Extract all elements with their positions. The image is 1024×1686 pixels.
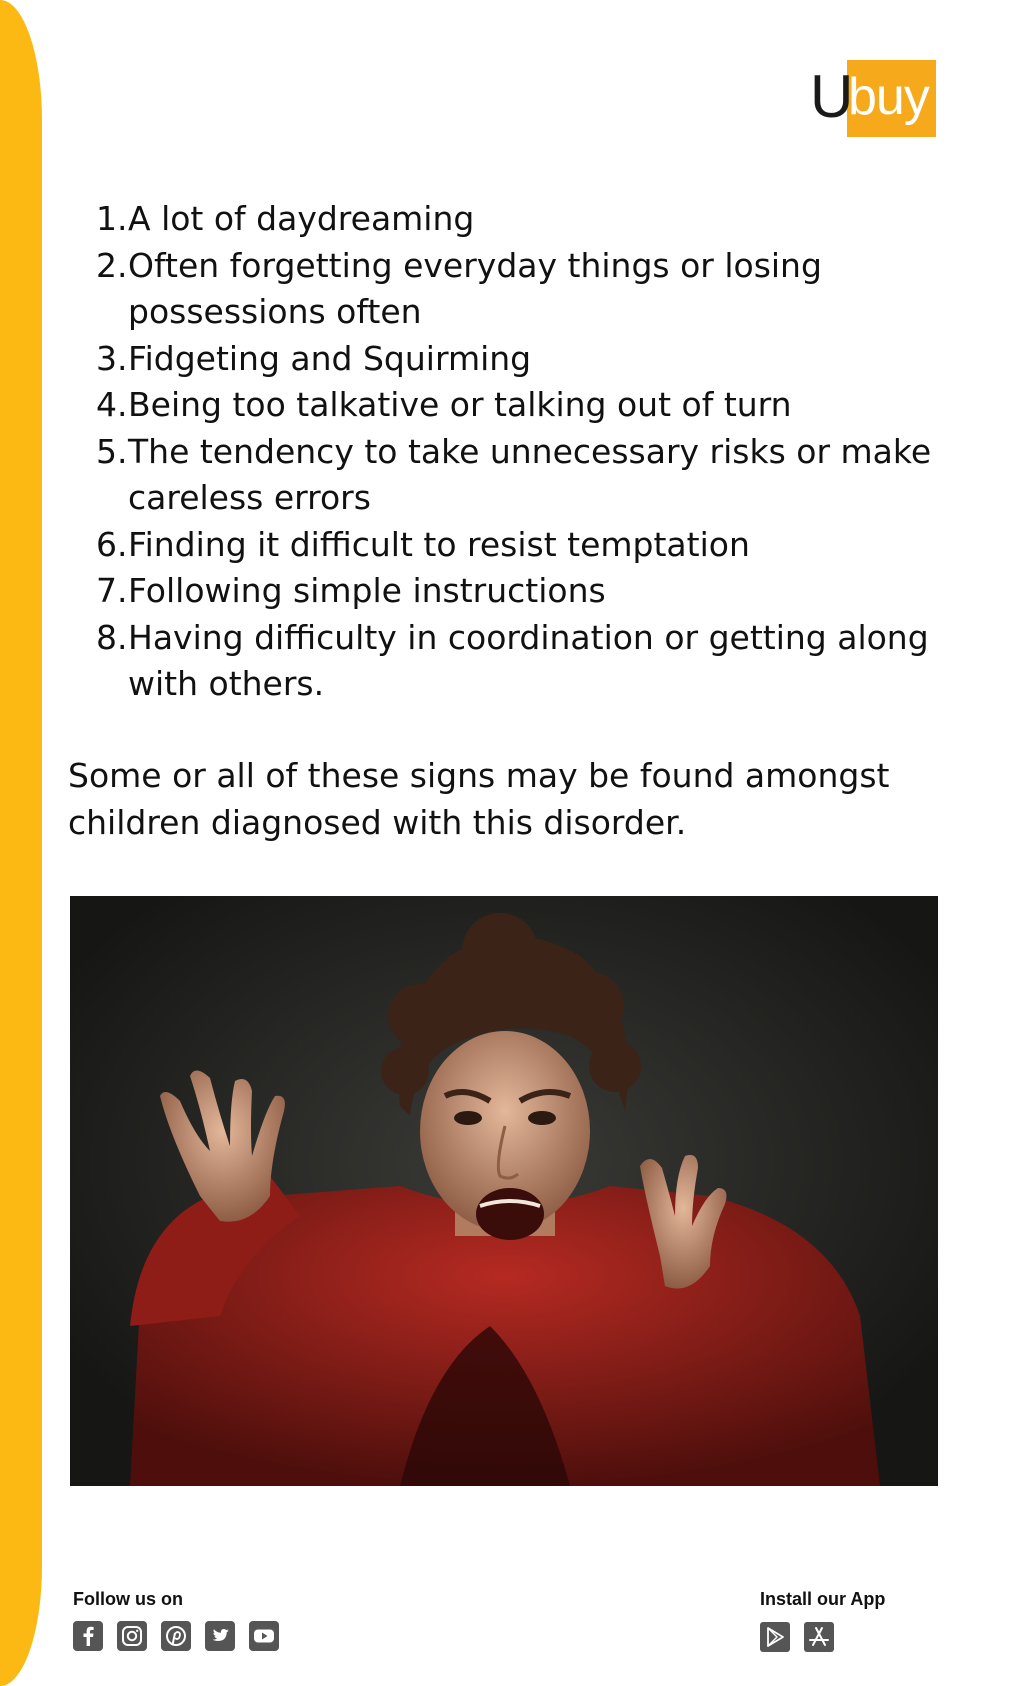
list-text: The tendency to take unnecessary risks or make careless errors — [128, 431, 932, 517]
child-photo-illustration — [70, 896, 938, 1486]
signs-list — [96, 196, 956, 708]
list-item — [96, 382, 956, 429]
list-text: Having difficulty in coordination or getting along with others. — [128, 617, 929, 703]
list-text: A lot of daydreaming — [128, 199, 475, 238]
list-number: 3. — [96, 338, 128, 378]
list-number: 2. — [96, 245, 128, 285]
social-icons — [73, 1621, 279, 1651]
list-number: 1. — [96, 199, 128, 238]
install-app-label: Install our App — [760, 1589, 886, 1609]
list-number: 7. — [96, 571, 128, 610]
list-text: Being too talkative or talking out of turn — [128, 385, 792, 424]
child-photo — [70, 896, 938, 1486]
list-item — [96, 243, 956, 336]
list-text: Following simple instructions — [128, 571, 606, 610]
list-number: 8. — [96, 617, 128, 657]
app-icons — [760, 1622, 834, 1652]
logo-letter: U — [810, 63, 853, 130]
logo-word: buy — [848, 68, 929, 126]
summary-paragraph: Some or all of these signs may be found amongst children diagnosed with this disorder. — [68, 756, 890, 842]
list-text: Often forgetting everyday things or losing possessions often — [128, 245, 822, 331]
list-text: Finding it difficult to resist temptation — [128, 524, 750, 564]
list-item — [96, 615, 956, 708]
list-item — [96, 196, 956, 243]
ubuy-logo[interactable] — [810, 60, 936, 137]
youtube-icon[interactable] — [249, 1621, 279, 1651]
list-text: Fidgeting and Squirming — [128, 338, 532, 378]
pinterest-icon[interactable] — [161, 1621, 191, 1651]
follow-us-label: Follow us on — [73, 1589, 183, 1609]
instagram-icon[interactable] — [117, 1621, 147, 1651]
facebook-icon[interactable] — [73, 1621, 103, 1651]
list-item — [96, 522, 956, 569]
list-item — [96, 429, 956, 522]
list-number: 5. — [96, 431, 128, 471]
list-item — [96, 336, 956, 383]
list-number: 4. — [96, 385, 128, 424]
twitter-icon[interactable] — [205, 1621, 235, 1651]
accent-bar — [0, 0, 42, 1686]
list-number: 6. — [96, 524, 128, 564]
app-store-icon[interactable] — [804, 1622, 834, 1652]
google-play-icon[interactable] — [760, 1622, 790, 1652]
list-item — [96, 568, 956, 615]
